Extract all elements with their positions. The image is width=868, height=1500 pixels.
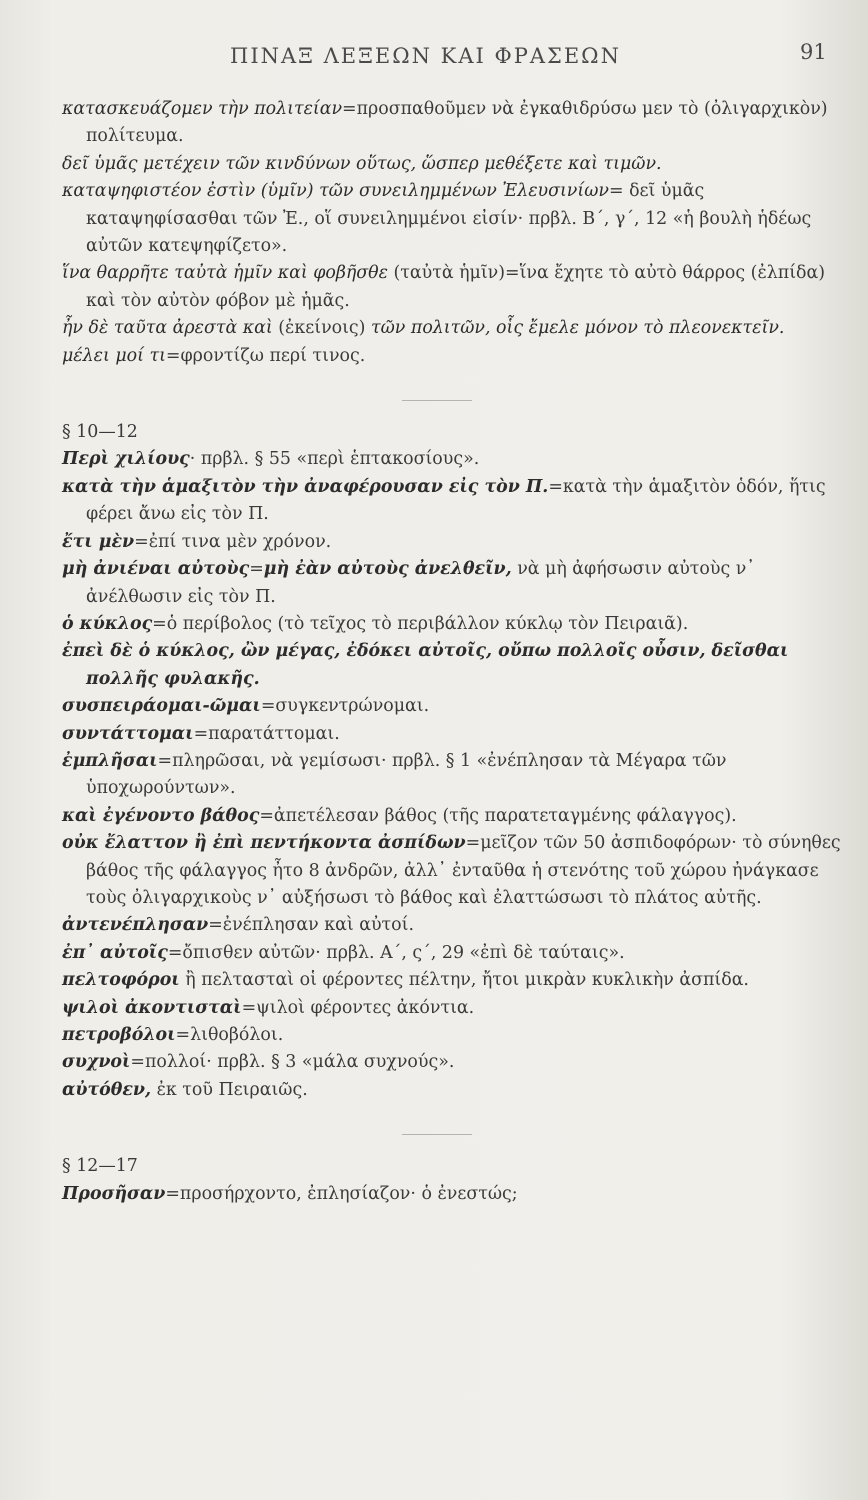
entry-gloss: =ἐπί τινα μὲν χρόνον. — [134, 531, 332, 552]
entry-gloss: (ἐκείνοις) — [278, 318, 366, 339]
entry-lemma: κατὰ τὴν ἁμαξιτὸν τὴν ἀναφέρουσαν εἰς τὸν Π. — [62, 476, 549, 497]
entry-lemma: ἔτι μὲν — [62, 531, 135, 552]
entry-lemma: ἵνα θαρρῆτε ταὐτὰ ἡμῖν καὶ φοβῆσθε — [62, 263, 388, 284]
glossary-entry — [62, 611, 842, 638]
entry-gloss: = — [249, 559, 264, 580]
entry-gloss: =ἀπετέλεσαν βάθος (τῆς παρατεταγμένης φάλαγγος). — [259, 805, 737, 826]
entry-gloss: = δεῖ ὑμᾶς καταψηφίσασθαι τῶν Ἐ., οἵ συνειλημμένοι εἰσίν· πρβλ. Β΄, γ΄, 12 «ἡ βουλὴ ἡδέως αὐτῶν κατεψηφίζετο». — [86, 181, 812, 257]
glossary-body — [62, 96, 842, 1208]
entry-gloss: ἢ πελτασταὶ οἱ φέροντες πέλτην, ἤτοι μικρὰν κυκλικὴν ἀσπίδα. — [185, 970, 749, 991]
glossary-entry — [62, 721, 842, 748]
section-heading: § 10—12 — [62, 422, 138, 443]
entry-lemma: ὁ κύκλος — [62, 613, 153, 634]
entry-gloss: =ὁ περίβολος (τὸ τεῖχος τὸ περιβάλλον κύκλῳ τὸν Πειραιᾶ). — [152, 613, 689, 634]
entry-gloss: =μεῖζον τῶν 50 ἀσπιδοφόρων· τὸ σύνηθες βάθος τῆς φάλαγγος ἦτο 8 ἀνδρῶν, ἀλλ᾽ ἐνταῦθα ἡ στενότης τοῦ χώρου ἠνάγκασε τοὺς ὀλιγαρχικοὺς ν᾽ αὐξήσωσι τὸ βάθος καὶ ἐλαττώσωσι τὸ πλάτος αὐτῆς. — [86, 833, 841, 908]
glossary-entry — [62, 446, 842, 473]
entry-gloss: =παρατάττομαι. — [193, 723, 340, 744]
entry-gloss: (ταὐτὰ ἡμῖν)=ἵνα ἔχητε τὸ αὐτὸ θάρρος (ἐλπίδα) καὶ τὸν αὐτὸν φόβον μὲ ἡμᾶς. — [86, 263, 826, 311]
entry-gloss: =κατὰ τὴν ἁμαξιτὸν ὁδόν, ἥτις φέρει ἄνω εἰς τὸν Π. — [86, 476, 826, 525]
entry-lemma: ἐπ᾽ αὐτοῖς — [62, 942, 168, 963]
entry-lemma: Περὶ χιλίους — [62, 449, 190, 470]
entry-gloss: =προσήρχοντο, ἐπλησίαζον· ὁ ἐνεστώς; — [165, 1183, 518, 1204]
glossary-entry — [62, 803, 842, 830]
glossary-entry — [62, 1049, 842, 1076]
glossary-entry — [62, 474, 842, 529]
entry-lemma: ἐπεὶ δὲ ὁ κύκλος, ὢν μέγας, ἐδόκει αὐτοῖς, οὔπω πολλοῖς οὖσιν, δεῖσθαι πολλῆς φυλακῆς. — [62, 641, 789, 689]
glossary-entry — [62, 638, 842, 693]
entry-lemma: αὐτόθεν, — [62, 1079, 152, 1100]
glossary-entry — [62, 529, 842, 556]
entry-lemma: Προσῆσαν — [62, 1183, 166, 1204]
section-divider — [402, 400, 472, 401]
entry-gloss: =ψιλοὶ φέροντες ἀκόντια. — [241, 997, 475, 1018]
entry-lemma: συσπειράομαι-ῶμαι — [62, 696, 261, 717]
entry-gloss: =πολλοί· πρβλ. § 3 «μάλα συχνούς». — [130, 1052, 455, 1073]
entry-gloss-continued: νὰ μὴ ἀφήσωσιν αὐτοὺς ν᾽ ἀνέλθωσιν εἰς τὸν Π. — [86, 559, 755, 607]
glossary-entry — [62, 96, 842, 151]
glossary-entry — [62, 995, 842, 1022]
glossary-entry — [62, 1181, 842, 1208]
entry-lemma: κατασκευάζομεν τὴν πολιτείαν — [62, 99, 343, 119]
glossary-entry — [62, 260, 842, 315]
glossary-entry — [62, 1022, 842, 1049]
entry-gloss: ἐκ τοῦ Πειραιῶς. — [156, 1079, 308, 1100]
entry-gloss: =συγκεντρώνομαι. — [260, 696, 430, 717]
glossary-entry — [62, 940, 842, 967]
entry-lemma: συντάττομαι — [62, 723, 194, 744]
glossary-entry — [62, 748, 842, 803]
entry-gloss: · πρβλ. § 55 «περὶ ἑπτακοσίους». — [189, 449, 480, 470]
page-number: 91 — [800, 40, 827, 64]
entry-gloss: =ὄπισθεν αὐτῶν· πρβλ. Α΄, ς΄, 29 «ἐπὶ δὲ ταύταις». — [167, 942, 625, 963]
entry-lemma: ἐμπλῆσαι — [62, 750, 158, 771]
entry-lemma: μέλει μοί τι — [62, 345, 166, 366]
entry-gloss: =πληρῶσαι, νὰ γεμίσωσι· πρβλ. § 1 «ἐνέπλησαν τὰ Μέγαρα τῶν ὑποχωρούντων». — [86, 750, 727, 799]
glossary-entry — [62, 693, 842, 720]
entry-lemma: πετροβόλοι — [62, 1025, 176, 1045]
entry-lemma: οὐκ ἔλαττον ἢ ἐπὶ πεντήκοντα ἀσπίδων — [62, 833, 466, 854]
entry-gloss: =ἐνέπλησαν καὶ αὐτοί. — [208, 915, 414, 936]
glossary-entry — [62, 315, 842, 342]
entry-lemma: καὶ ἐγένοντο βάθος — [62, 805, 260, 826]
glossary-entry — [62, 830, 842, 912]
entry-lemma: ἀντενέπλησαν — [62, 915, 209, 936]
entry-lemma-continued: τῶν πολιτῶν, οἷς ἔμελε μόνον τὸ πλεονεκτεῖν. — [370, 318, 785, 339]
running-title: ΠΙΝΑΞ ΛΕΞΕΩΝ ΚΑΙ ΦΡΑΣΕΩΝ — [230, 44, 621, 68]
section-heading: § 12—17 — [62, 1156, 138, 1177]
glossary-entry — [62, 967, 842, 994]
glossary-entry — [62, 178, 842, 260]
entry-lemma: ἦν δὲ ταῦτα ἀρεστὰ καὶ — [62, 318, 273, 339]
entry-lemma: συχνοὶ — [62, 1052, 131, 1073]
entry-lemma: μὴ ἀνιέναι αὐτοὺς — [62, 559, 250, 580]
glossary-entry — [62, 556, 842, 611]
glossary-entry — [62, 912, 842, 939]
entry-gloss: =φροντίζω περί τινος. — [165, 345, 366, 366]
entry-lemma: δεῖ ὑμᾶς μετέχειν τῶν κινδύνων οὕτως, ὥσπερ μεθέξετε καὶ τιμῶν. — [62, 153, 662, 174]
entry-lemma: ψιλοὶ ἀκοντισταὶ — [62, 997, 242, 1018]
glossary-entry — [62, 343, 842, 370]
glossary-entry — [62, 151, 842, 178]
entry-lemma-continued: μὴ ἐὰν αὐτοὺς ἀνελθεῖν, — [263, 559, 512, 580]
section-divider — [402, 1134, 472, 1135]
glossary-entry — [62, 1077, 842, 1104]
page-header — [0, 38, 868, 78]
entry-gloss: =προσπαθοῦμεν νὰ ἐγκαθιδρύσω μεν τὸ (ὀλιγαρχικὸν) πολίτευμα. — [86, 99, 828, 147]
entry-gloss: =λιθοβόλοι. — [175, 1025, 284, 1045]
entry-lemma: πελτοφόροι — [62, 970, 180, 991]
entry-lemma: καταψηφιστέον ἐστὶν (ὑμῖν) τῶν συνειλημμένων Ἐλευσινίων — [62, 181, 609, 202]
